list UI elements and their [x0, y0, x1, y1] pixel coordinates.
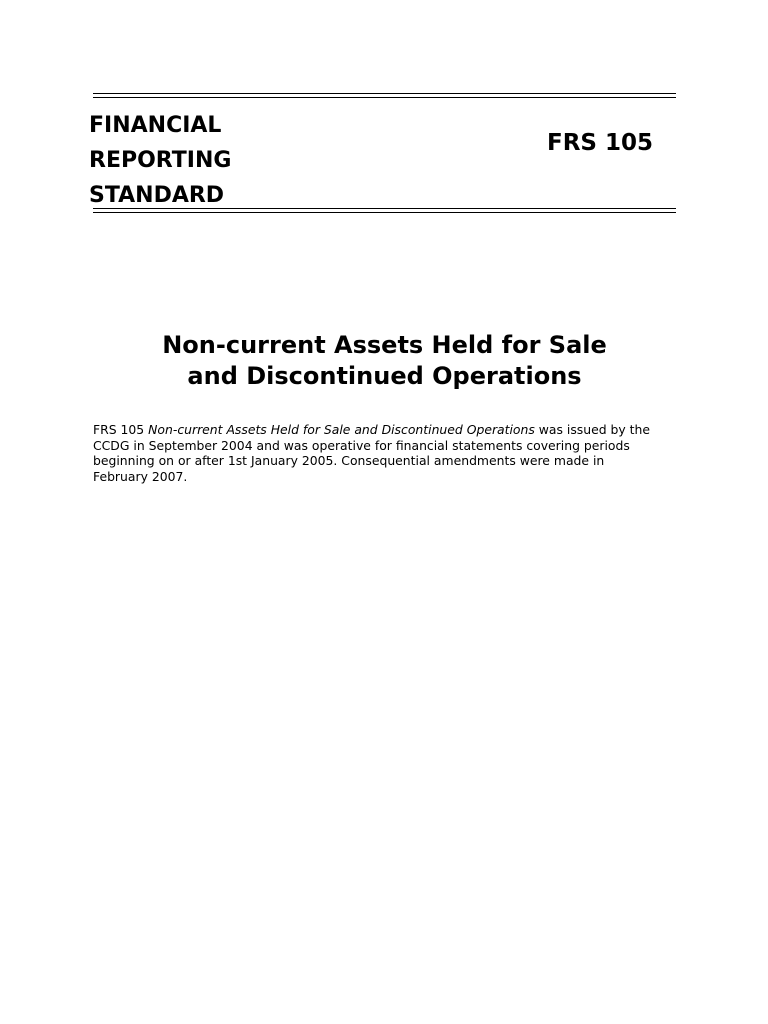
intro-line-2: CCDG in September 2004 and was operative for financial statements covering periods — [93, 437, 630, 453]
title-line-2: and Discontinued Operations — [187, 362, 582, 390]
top-double-rule — [93, 93, 676, 98]
bottom-double-rule — [93, 208, 676, 213]
title-line-1: Non-current Assets Held for Sale — [162, 331, 607, 359]
standard-code: FRS 105 — [547, 130, 654, 156]
label-line-3: STANDARD — [89, 183, 225, 208]
intro-prefix: FRS 105 — [93, 422, 149, 437]
document-title — [93, 330, 676, 392]
intro-line-1 — [93, 422, 693, 438]
intro-line-3: beginning on or after 1st January 2005. Consequential amendments were made in — [93, 453, 605, 468]
intro-line-4: February 2007. — [93, 468, 188, 484]
intro-paragraph — [93, 422, 693, 484]
standard-type-label — [89, 108, 289, 208]
label-line-1: FINANCIAL — [89, 113, 222, 138]
intro-italic-title: Non-current Assets Held for Sale and Discontinued Operations — [148, 422, 535, 437]
label-line-2: REPORTING — [89, 148, 232, 173]
intro-suffix: was issued by the — [534, 422, 650, 437]
